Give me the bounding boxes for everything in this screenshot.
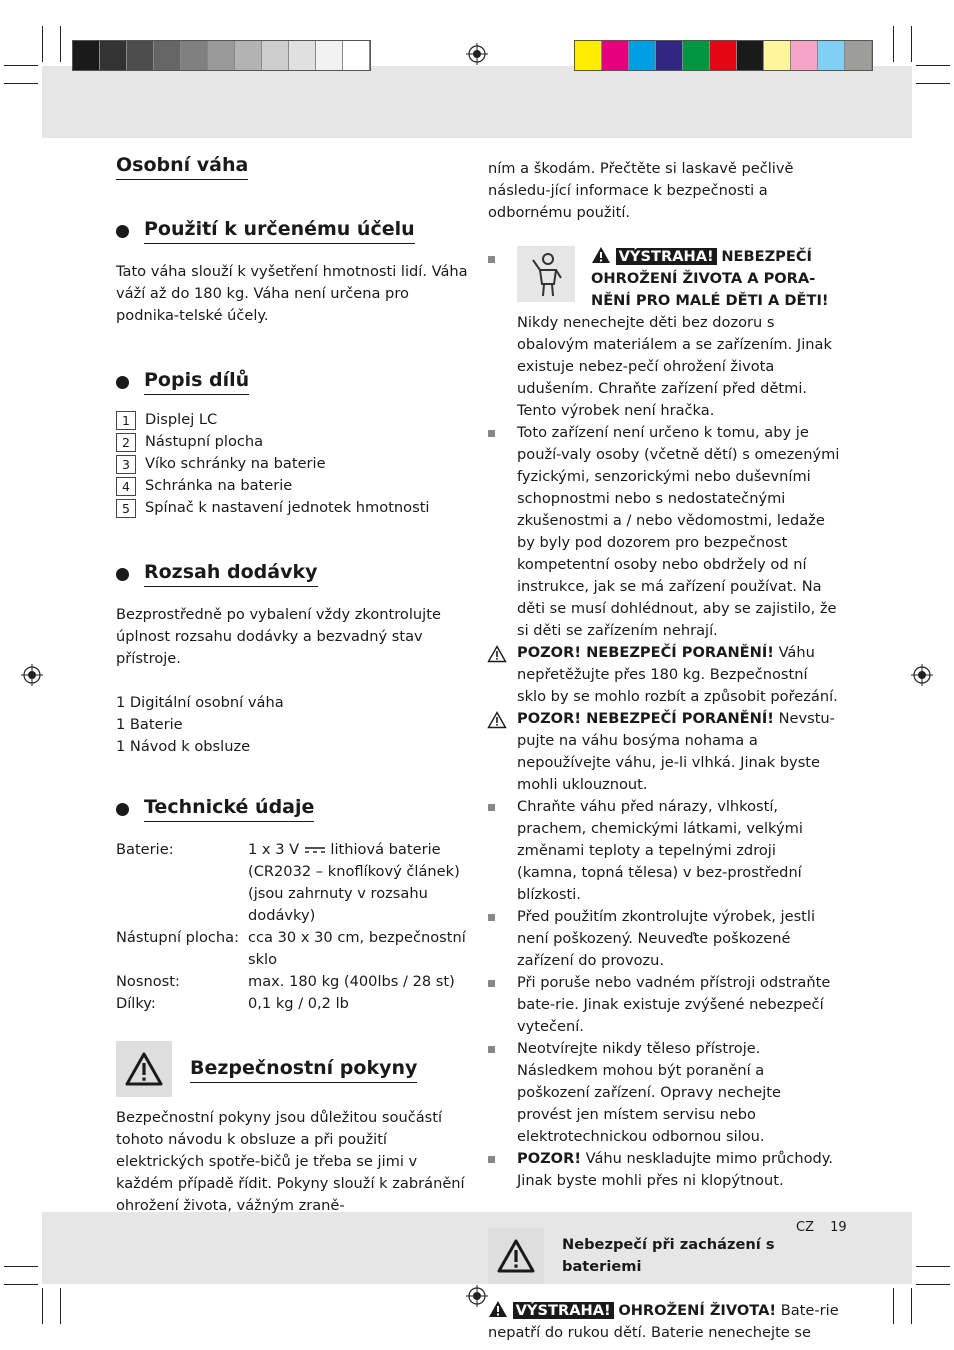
list-item-text: Chraňte váhu před nárazy, vlhkostí, prachem, chemickými látkami, velkými změnami teploty a tepelnými zdroji (kamna, topná tělesa) v bez-prostřední blízkosti.: [517, 798, 803, 903]
crop-mark: [916, 1284, 950, 1285]
battery-section-heading: [488, 1228, 840, 1284]
tech-value: max. 180 kg (400lbs / 28 st): [248, 973, 455, 990]
battery-type: lithiová baterie: [330, 841, 441, 858]
color-swatch: [845, 41, 872, 70]
section-tech: [116, 794, 468, 822]
color-swatch: [791, 41, 818, 70]
list-item: [116, 497, 468, 519]
color-swatch: [656, 41, 683, 70]
part-label: Nástupní plocha: [145, 433, 264, 450]
color-swatch: [343, 41, 370, 70]
section-title: Technické údaje: [144, 794, 314, 822]
caution-text: Váhu nepřetěžujte přes 180 kg. Bezpečnostní sklo by se mohlo rozbít a způsobit pořezání.: [517, 644, 838, 705]
part-number: 2: [116, 433, 136, 452]
color-swatch: [100, 41, 127, 70]
registration-mark-icon: [911, 664, 933, 686]
caution-triangle-icon: [487, 645, 507, 663]
bullet-square-icon: [488, 1156, 495, 1163]
tech-value: cca 30 x 30 cm, bezpečnostní sklo: [248, 929, 466, 968]
color-swatch: [575, 41, 602, 70]
section-safety: [116, 1041, 468, 1097]
left-column: [116, 152, 468, 1217]
section-parts: [116, 367, 468, 395]
crop-mark: [893, 26, 894, 62]
warning-box: [488, 1228, 544, 1284]
part-label: Schránka na baterie: [145, 477, 293, 494]
warning-bold-text: OHROŽENÍ ŽIVOTA!: [618, 1302, 777, 1319]
crop-mark: [60, 1288, 61, 1324]
bullet-dot-icon: [116, 803, 129, 816]
list-item-text: Neotvírejte nikdy těleso přístroje. Následkem mohou být poranění a poškození zařízení. Opravy nechejte provést jen místem servisu nebo elektrotechnickou odbornou silou.: [517, 1040, 781, 1145]
tech-table: [116, 839, 468, 1015]
warning-bold-text: NEBEZPEČÍ OHROŽENÍ ŽIVOTA A PORA-NĚNÍ PRO MALÉ DĚTI A DĚTI!: [591, 248, 829, 309]
color-swatch: [316, 41, 343, 70]
part-number: 4: [116, 477, 136, 496]
document-title: Osobní váha: [116, 152, 248, 180]
color-swatch: [764, 41, 791, 70]
bullet-square-icon: [488, 914, 495, 921]
color-swatch: [208, 41, 235, 70]
warning-tag: VÝSTRAHA!: [616, 248, 717, 265]
dc-current-icon: [304, 845, 326, 855]
list-item-text: Při poruše nebo vadném přístroji odstraňte bate-rie. Jinak existuje zvýšené nebezpečí vytečení.: [517, 974, 831, 1035]
part-number: 3: [116, 455, 136, 474]
part-label: Spínač k nastavení jednotek hmotnosti: [145, 499, 430, 516]
bullet-dot-icon: [116, 568, 129, 581]
crop-mark: [42, 1288, 43, 1324]
color-swatch: [154, 41, 181, 70]
delivery-text: Bezprostředně po vybalení vždy zkontrolujte úplnost rozsahu dodávky a bezvadný stav přístroje.: [116, 606, 441, 667]
gray-calibration-bar: [72, 40, 371, 71]
crop-mark: [4, 83, 38, 84]
list-item-text: Toto zařízení není určeno k tomu, aby je použí-valy osoby (včetně dětí) s omezenými fyzickými, senzorickými nebo duševními schopnostmi nebo s nedostatečnými zkušenostmi a / nebo vědomostmi, ledaže by byly pod dozorem pro bezpečnost kompetentní osoby nebo obdržely od ní instrukce, jak se má zařízení používat. Na děti se musí dohlédnout, aby se zajistilo, že si děti se zařízením nehrají.: [517, 424, 840, 639]
intro-text: ním a škodám. Přečtěte si laskavě pečlivě následu-jící informace k bezpečnosti a odbornému použití.: [488, 160, 794, 221]
section-title: Rozsah dodávky: [144, 559, 318, 587]
crop-mark: [4, 1266, 38, 1267]
list-item: [488, 972, 840, 1038]
section-use: [116, 216, 468, 244]
crop-mark: [60, 26, 61, 62]
warning-triangle-icon: [591, 246, 611, 264]
caution-item: [488, 642, 840, 708]
crop-mark: [4, 1284, 38, 1285]
list-item-text: Před použitím zkontrolujte výrobek, jestli není poškozený. Neuveďte poškozené zařízení do provozu.: [517, 908, 816, 969]
color-swatch: [73, 41, 100, 70]
language-code: CZ: [796, 1220, 814, 1235]
list-item: [488, 906, 840, 972]
bullet-square-icon: [488, 804, 495, 811]
battery-details: (CR2032 – knoflíkový článek) (jsou zahrnuty v rozsahu dodávky): [248, 863, 460, 924]
table-row: [116, 927, 468, 971]
battery-section-title: Nebezpečí při zacházení s bateriemi: [562, 1236, 775, 1275]
part-label: Displej LC: [145, 411, 218, 428]
header-band: [42, 66, 912, 138]
battery-warning: [488, 1300, 840, 1344]
crop-mark: [911, 1288, 912, 1324]
color-swatch: [235, 41, 262, 70]
table-row: [116, 839, 468, 927]
bullet-dot-icon: [116, 376, 129, 389]
list-item: [488, 1038, 840, 1148]
list-item: [116, 409, 468, 431]
registration-mark-icon: [466, 1285, 488, 1307]
warning-heading: [591, 246, 840, 312]
registration-mark-icon: [466, 43, 488, 65]
use-text: Tato váha slouží k vyšetření hmotnosti lidí. Váha váží až do 180 kg. Váha není určena pro podnika-telské účely.: [116, 263, 468, 324]
section-title: Použití k určenému účelu: [144, 216, 415, 244]
bullet-square-icon: [488, 1046, 495, 1053]
tech-key: Baterie:: [116, 841, 174, 858]
warning-triangle-icon: [488, 1300, 508, 1318]
battery-voltage: 1 x 3 V: [248, 841, 300, 858]
color-swatch: [737, 41, 764, 70]
part-number: 5: [116, 499, 136, 518]
warning-text: Bate-rie nepatří do rukou dětí. Baterie nenechejte se: [488, 1302, 839, 1341]
part-number: 1: [116, 411, 136, 430]
list-item: [116, 475, 468, 497]
section-delivery: [116, 559, 468, 587]
delivery-list: [116, 692, 468, 758]
warning-box: [116, 1041, 172, 1097]
page-footer: [796, 1220, 847, 1235]
color-calibration-bar: [574, 40, 873, 71]
section-title: Popis dílů: [144, 367, 249, 395]
table-row: [116, 993, 468, 1015]
list-item: [488, 422, 840, 642]
warning-triangle-icon: [496, 1238, 536, 1274]
caution-bold-text: POZOR!: [517, 1150, 581, 1167]
bullet-dot-icon: [116, 225, 129, 238]
list-item: 1 Návod k obsluze: [116, 738, 251, 755]
warning-children: [488, 246, 840, 422]
crop-mark: [916, 1266, 950, 1267]
list-item: [488, 796, 840, 906]
parts-list: [116, 409, 468, 519]
warning-tag: VÝSTRAHA!: [513, 1302, 614, 1319]
crop-mark: [911, 26, 912, 62]
crop-mark: [916, 65, 950, 66]
page-number: 19: [830, 1220, 847, 1235]
child-icon: [526, 250, 566, 298]
list-item: [488, 1148, 840, 1192]
caution-bold-text: POZOR! NEBEZPEČÍ PORANĚNÍ!: [517, 710, 774, 727]
table-row: [116, 971, 468, 993]
part-label: Víko schránky na baterie: [145, 455, 326, 472]
caution-item: [488, 708, 840, 796]
caution-bold-text: POZOR! NEBEZPEČÍ PORANĚNÍ!: [517, 644, 774, 661]
bullet-square-icon: [488, 256, 495, 263]
color-swatch: [289, 41, 316, 70]
tech-key: Nosnost:: [116, 973, 180, 990]
tech-value: 0,1 kg / 0,2 lb: [248, 995, 349, 1012]
color-swatch: [683, 41, 710, 70]
crop-mark: [916, 83, 950, 84]
bullet-square-icon: [488, 430, 495, 437]
section-title: Bezpečnostní pokyny: [190, 1055, 417, 1083]
bullet-square-icon: [488, 980, 495, 987]
child-warning-pictogram: [517, 246, 575, 302]
color-swatch: [710, 41, 737, 70]
registration-mark-icon: [21, 664, 43, 686]
warning-triangle-icon: [124, 1051, 164, 1087]
color-swatch: [262, 41, 289, 70]
right-column: [488, 158, 840, 1344]
caution-text: Nevstu-pujte na váhu bosýma nohama a nepoužívejte váhu, je-li vlhká. Jinak byste mohli uklouznout.: [517, 710, 835, 793]
tech-value: [248, 839, 468, 927]
color-swatch: [181, 41, 208, 70]
color-swatch: [127, 41, 154, 70]
list-item-text: Váhu neskladujte mimo průchody. Jinak byste mohli přes ni klopýtnout.: [517, 1150, 833, 1189]
list-item: [116, 431, 468, 453]
crop-mark: [42, 26, 43, 62]
caution-triangle-icon: [487, 711, 507, 729]
tech-key: Dílky:: [116, 995, 156, 1012]
list-item: 1 Baterie: [116, 716, 183, 733]
warning-text: Nikdy nenechejte děti bez dozoru s obalovým materiálem a se zařízením. Jinak existuje nebez-pečí ohrožení života udušením. Chraňte zařízení před dětmi. Tento výrobek není hračka.: [517, 314, 832, 419]
crop-mark: [893, 1288, 894, 1324]
list-item: [116, 453, 468, 475]
safety-text: Bezpečnostní pokyny jsou důležitou součástí tohoto návodu k obsluze a při použití elektrických spotře-bičů je třeba se jimi v každém případě řídit. Pokyny slouží k zabránění ohrožení života, vážným zraně-: [116, 1109, 465, 1214]
tech-key: Nástupní plocha:: [116, 929, 240, 946]
list-item: 1 Digitální osobní váha: [116, 694, 284, 711]
color-swatch: [629, 41, 656, 70]
color-swatch: [818, 41, 845, 70]
crop-mark: [4, 65, 38, 66]
color-swatch: [602, 41, 629, 70]
